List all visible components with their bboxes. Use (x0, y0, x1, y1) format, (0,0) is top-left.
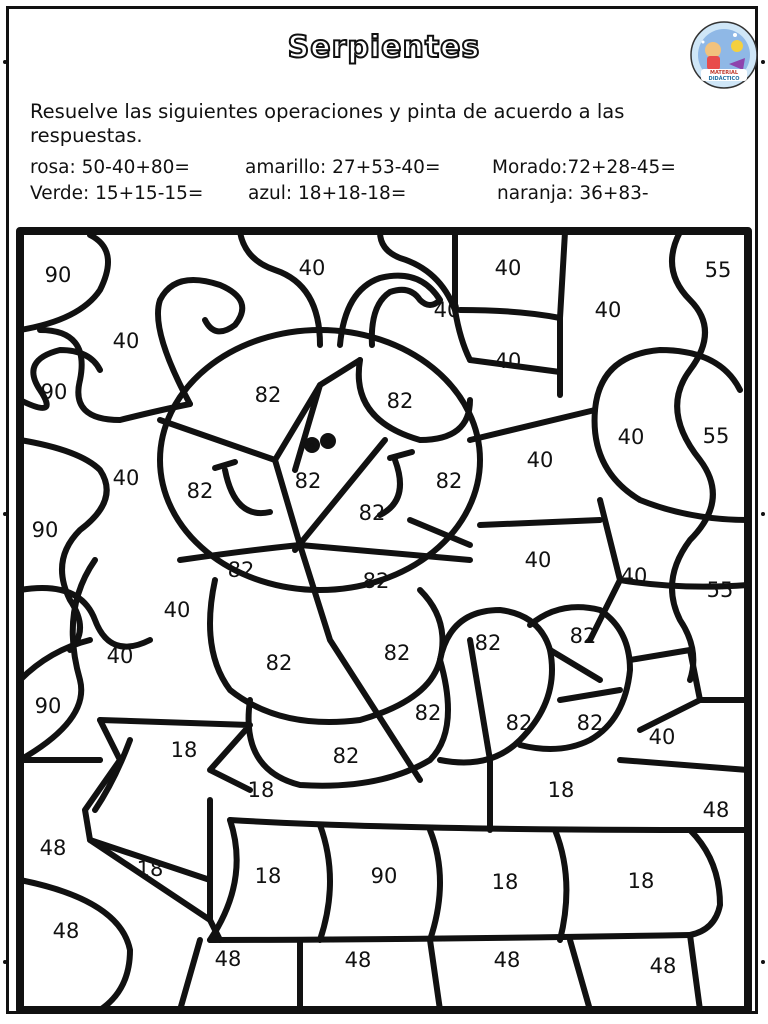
region-number: 82 (358, 501, 386, 525)
region-number: 90 (34, 694, 62, 718)
region-number: 82 (386, 389, 414, 413)
region-number: 40 (163, 598, 191, 622)
region-number: 48 (39, 836, 67, 860)
region-number: 82 (383, 641, 411, 665)
region-number: 48 (702, 798, 730, 822)
region-number: 18 (170, 738, 198, 762)
region-number: 40 (494, 256, 522, 280)
region-number: 82 (294, 469, 322, 493)
region-number: 18 (254, 864, 282, 888)
region-number: 82 (265, 651, 293, 675)
region-number: 18 (627, 869, 655, 893)
region-number: 90 (31, 518, 59, 542)
operation-amarillo: amarillo: 27+53-40= (245, 157, 441, 178)
page-title: Serpientes (287, 30, 481, 65)
region-number: 48 (52, 919, 80, 943)
region-number: 48 (649, 954, 677, 978)
region-number: 40 (620, 564, 648, 588)
region-number: 82 (505, 711, 533, 735)
operation-naranja: naranja: 36+83- (497, 183, 649, 204)
region-number: 18 (247, 778, 275, 802)
operation-rosa: rosa: 50-40+80= (30, 157, 190, 178)
region-number: 40 (494, 349, 522, 373)
region-number: 48 (493, 948, 521, 972)
region-number: 90 (40, 380, 68, 404)
region-number: 40 (112, 466, 140, 490)
region-number: 40 (526, 448, 554, 472)
svg-text:DIDÁCTICO: DIDÁCTICO (708, 76, 740, 82)
region-number: 40 (106, 644, 134, 668)
region-number: 55 (706, 578, 734, 602)
region-number: 82 (474, 631, 502, 655)
region-number: 82 (254, 383, 282, 407)
region-number: 40 (617, 425, 645, 449)
region-number: 40 (298, 256, 326, 280)
region-number: 82 (186, 479, 214, 503)
region-number: 82 (435, 469, 463, 493)
region-number: 82 (569, 624, 597, 648)
operation-verde: Verde: 15+15-15= (30, 183, 204, 204)
region-number: 82 (362, 569, 390, 593)
region-number: 55 (704, 258, 732, 282)
region-number: 82 (576, 711, 604, 735)
region-number: 55 (702, 424, 730, 448)
region-number: 82 (414, 701, 442, 725)
region-number: 82 (332, 744, 360, 768)
region-number: 48 (344, 948, 372, 972)
region-number: 90 (370, 864, 398, 888)
operation-morado: Morado:72+28-45= (492, 157, 676, 178)
region-numbers (32, 256, 734, 978)
region-number: 40 (594, 298, 622, 322)
operation-azul: azul: 18+18-18= (248, 183, 407, 204)
region-number: 90 (44, 263, 72, 287)
region-number: 40 (112, 329, 140, 353)
region-number: 40 (433, 298, 461, 322)
region-number: 48 (214, 947, 242, 971)
region-number: 40 (648, 725, 676, 749)
region-number: 18 (136, 857, 164, 881)
svg-text:MATERIAL: MATERIAL (709, 70, 739, 76)
instructions-text: Resuelve las siguientes operaciones y pinta de acuerdo a las respuestas. (30, 100, 625, 147)
region-number: 18 (491, 870, 519, 894)
region-number: 82 (227, 558, 255, 582)
region-number: 18 (547, 778, 575, 802)
region-number: 40 (524, 548, 552, 572)
